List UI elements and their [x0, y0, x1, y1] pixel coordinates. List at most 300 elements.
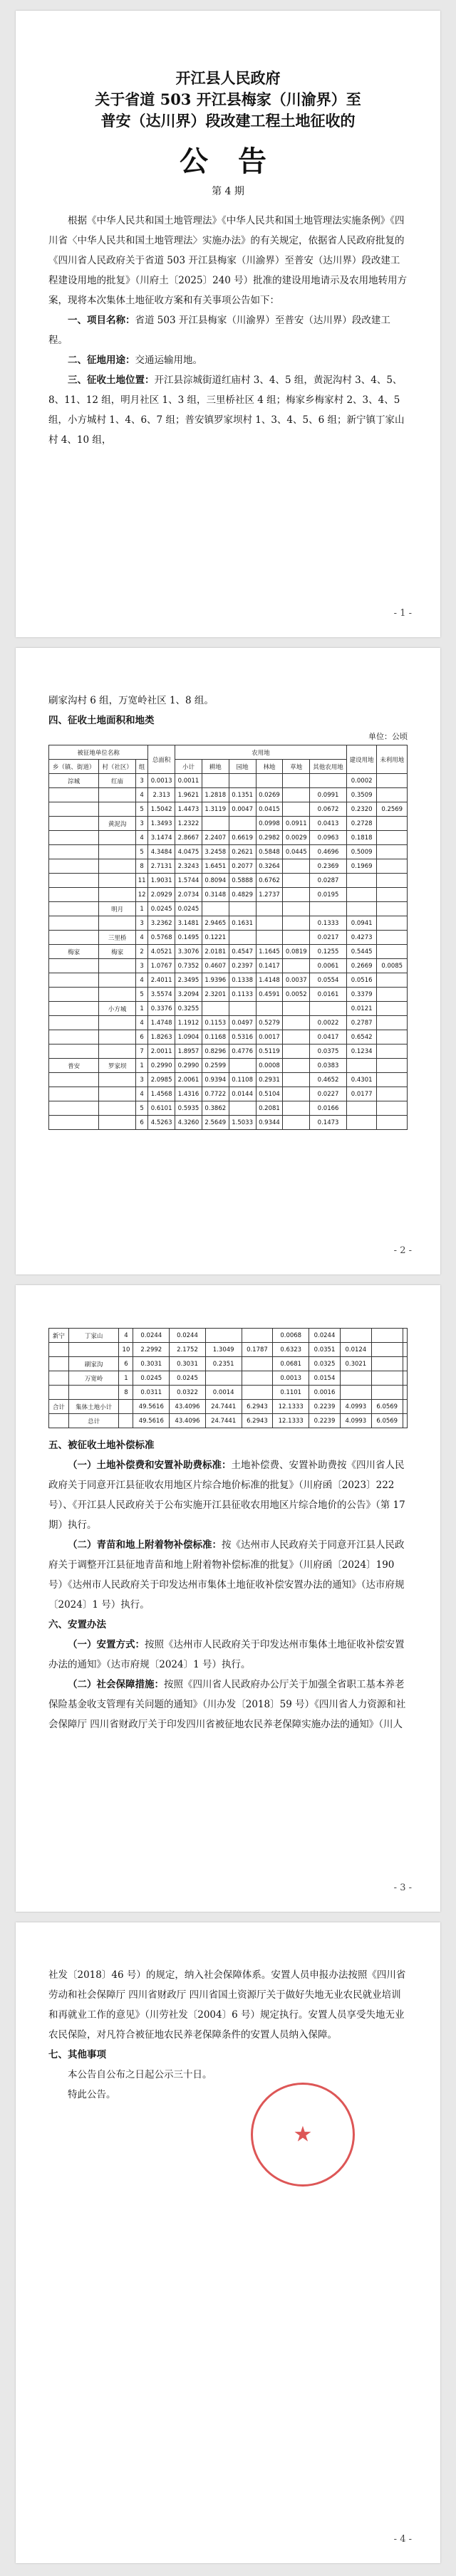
table-cell: 1.2322: [175, 817, 202, 831]
th-subtotal: 小计: [175, 760, 202, 774]
table-cell: 0.0244: [309, 1329, 341, 1343]
clause-text: 按《达州市人民政府关于同意开江县人民政府关于调整开江县征地青苗和地上附着物补偿标准的批复》（川府函〔2024〕190 号）《达州市人民政府关于印发达州市集体土地征收补偿安置办法的通知》（达市府规〔2024〕1 号）执行。: [48, 1539, 405, 1611]
table-cell: [377, 888, 408, 902]
table-cell: 43.4096: [170, 1400, 206, 1414]
table-cell: 1.8263: [148, 1030, 175, 1044]
table-cell: [99, 874, 136, 888]
table-cell: [99, 831, 136, 845]
table-cell: [99, 959, 136, 973]
table-cell: [283, 1059, 310, 1073]
table-cell: 6.2943: [242, 1400, 273, 1414]
table-cell: 0.0068: [273, 1329, 309, 1343]
table-cell: 3.1481: [175, 916, 202, 931]
table-cell: [49, 1116, 99, 1130]
table-cell: [283, 1116, 310, 1130]
table-cell: 丁家山: [68, 1329, 119, 1343]
table-cell: 0.5316: [229, 1030, 256, 1044]
document-page-4: [16, 1922, 440, 2563]
table-cell: 4: [135, 831, 147, 845]
table-cell: 0.6762: [256, 874, 283, 888]
table-cell: 0.0244: [133, 1329, 170, 1343]
table-cell: 0.0011: [175, 774, 202, 788]
table-cell: 49.5616: [133, 1400, 170, 1414]
table-cell: 0.3031: [133, 1357, 170, 1371]
table-cell: [49, 1371, 69, 1386]
table-cell: [256, 1002, 283, 1016]
table-cell: 0.0998: [256, 817, 283, 831]
table-cell: 1.3119: [202, 802, 229, 817]
th-group: 组: [135, 760, 147, 774]
table-cell: 4: [135, 973, 147, 988]
item-text: 省道 503 开江县梅家（川渝界）至普安（达川界）段改建工程。: [48, 315, 390, 346]
table-cell: [403, 1371, 407, 1386]
table-cell: [346, 1101, 376, 1116]
table-cell: 12: [135, 888, 147, 902]
table-cell: [256, 916, 283, 931]
table-cell: 0.1818: [346, 831, 376, 845]
table-cell: 1.4473: [175, 802, 202, 817]
table-cell: 0.0144: [229, 1087, 256, 1101]
table-cell: [371, 1343, 403, 1357]
table-cell: 0.3031: [170, 1357, 206, 1371]
clause-text: 按照《四川省人民政府办公厅关于加强全省职工基本养老保险基金收支管理有关问题的通知》（川办发〔2018〕59 号）《四川省人力资源和社会保障厅 四川省财政厅关于印发四川省被征地农民养老保障实施办法的通知》（川人: [48, 1679, 406, 1730]
social-security: [48, 1675, 408, 1734]
section-6-heading: 六、安置办法: [48, 1619, 106, 1630]
document-title-line-1: 关于省道 503 开江县梅家（川渝界）至: [95, 90, 361, 108]
table-cell: 普安: [49, 1059, 99, 1073]
table-cell: 0.2569: [377, 802, 408, 817]
table-cell: 11: [135, 874, 147, 888]
table-cell: [99, 859, 136, 874]
table-cell: 1.3049: [205, 1343, 242, 1357]
table-cell: 5: [135, 988, 147, 1002]
table-cell: 0.2990: [148, 1059, 175, 1073]
table-cell: [283, 1030, 310, 1044]
table-cell: 1.4148: [256, 973, 283, 988]
table-cell: 0.0417: [310, 1030, 347, 1044]
table-cell: [346, 902, 376, 916]
table-row: [49, 902, 408, 916]
table-cell: [68, 1386, 119, 1400]
th-construction: 建设用地: [346, 745, 376, 774]
table-cell: 0.2599: [202, 1059, 229, 1073]
table-cell: [49, 988, 99, 1002]
table-cell: 0.0013: [148, 774, 175, 788]
table-row: [49, 916, 408, 931]
table-cell: 3: [135, 817, 147, 831]
table-cell: 0.0016: [309, 1386, 341, 1400]
table-cell: [49, 1030, 99, 1044]
table-cell: 0.4696: [310, 845, 347, 859]
table-cell: 4: [135, 931, 147, 945]
item-label: 二、征地用途：: [68, 355, 135, 366]
table-cell: 0.3255: [175, 1002, 202, 1016]
table-cell: 6.0569: [371, 1414, 403, 1428]
table-cell: 0.2397: [229, 959, 256, 973]
table-cell: 2.3243: [175, 859, 202, 874]
item-land-use: [48, 350, 408, 370]
table-cell: [229, 1059, 256, 1073]
table-cell: 3.2094: [175, 988, 202, 1002]
item-location: [48, 370, 408, 450]
table-cell: 0.4591: [256, 988, 283, 1002]
table-cell: 0.1333: [310, 916, 347, 931]
table-cell: [377, 916, 408, 931]
table-cell: [377, 1073, 408, 1087]
table-cell: 0.0287: [310, 874, 347, 888]
unit-label: 单位：公顷: [368, 732, 408, 741]
table-row: [49, 788, 408, 802]
table-row: [49, 931, 408, 945]
table-cell: 明月: [99, 902, 136, 916]
issuer-title: 开江县人民政府: [175, 69, 281, 87]
table-cell: [377, 931, 408, 945]
table-row: [49, 1044, 408, 1059]
table-cell: 0.0217: [310, 931, 347, 945]
table-row: [49, 1073, 408, 1087]
table-cell: [377, 988, 408, 1002]
item-label: 三、征收土地位置：: [68, 375, 155, 386]
table-cell: 梅家: [49, 945, 99, 959]
table-row: [49, 888, 408, 902]
table-cell: 0.2621: [229, 845, 256, 859]
table-cell: 0.3021: [340, 1357, 371, 1371]
table-cell: [49, 1343, 69, 1357]
table-cell: 0.3862: [202, 1101, 229, 1116]
table-cell: [99, 888, 136, 902]
table-cell: [229, 817, 256, 831]
table-row: [49, 845, 408, 859]
table-cell: [99, 788, 136, 802]
publication-period: 本公告自公布之日起公示三十日。: [68, 2069, 212, 2080]
table-cell: 红庙: [99, 774, 136, 788]
table-cell: 0.8094: [202, 874, 229, 888]
table-row: [49, 802, 408, 817]
table-cell: [283, 916, 310, 931]
table-cell: [49, 831, 99, 845]
table-cell: [49, 1357, 69, 1371]
table-cell: 刷家沟: [68, 1357, 119, 1371]
table-cell: [377, 1116, 408, 1130]
table-cell: 0.5119: [256, 1044, 283, 1059]
table-cell: 0.2077: [229, 859, 256, 874]
table-cell: 0.3509: [346, 788, 376, 802]
table-cell: 0.2982: [256, 831, 283, 845]
table-cell: 0.1221: [202, 931, 229, 945]
table-cell: 三里桥: [99, 931, 136, 945]
table-cell: 4.3260: [175, 1116, 202, 1130]
document-title-line-2: 普安（达川界）段改建工程土地征收的: [100, 112, 356, 130]
table-row: [49, 1371, 408, 1386]
table-row: [49, 831, 408, 845]
table-cell: 0.0245: [175, 902, 202, 916]
table-cell: 0.6101: [148, 1101, 175, 1116]
table-cell: 1.1645: [256, 945, 283, 959]
table-cell: [256, 774, 283, 788]
table-cell: 0.3379: [346, 988, 376, 1002]
table-cell: 0.5935: [175, 1101, 202, 1116]
table-cell: [202, 1002, 229, 1016]
table-cell: [377, 788, 408, 802]
item-text: 交通运输用地。: [135, 355, 202, 366]
table-cell: [99, 1116, 136, 1130]
table-cell: 0.1255: [310, 945, 347, 959]
table-cell: 0.0991: [310, 788, 347, 802]
table-cell: 0.1234: [346, 1044, 376, 1059]
table-cell: [377, 817, 408, 831]
table-cell: 0.0227: [310, 1087, 347, 1101]
th-cultivated: 耕地: [202, 760, 229, 774]
section-4-heading: 四、征收土地面积和地类: [48, 715, 155, 726]
table-cell: 0.0911: [283, 817, 310, 831]
th-village: 村（社区）: [99, 760, 136, 774]
table-cell: 4.0521: [148, 945, 175, 959]
table-cell: 8: [135, 859, 147, 874]
table-cell: 0.6619: [229, 831, 256, 845]
table-cell: 0.0413: [310, 817, 347, 831]
table-cell: 3.2362: [148, 916, 175, 931]
table-cell: [346, 874, 376, 888]
table-cell: [403, 1329, 407, 1343]
table-cell: [49, 1002, 99, 1016]
item-text: 开江县淙城街道红庙村 3、4、5 组，黄泥沟村 3、4、5、8、11、12 组，明月社区 1、3 组，三里桥社区 4 组；梅家乡梅家村 2、3、4、5 组，小方城村 1、4、6、7 组；普安镇罗家坝村 1、3、4、5、6 组；新宁镇丁家山村 4、10 组，: [48, 375, 405, 446]
table-cell: [377, 874, 408, 888]
table-cell: 0.0161: [310, 988, 347, 1002]
table-cell: 4.0993: [340, 1414, 371, 1428]
table-row: [49, 1002, 408, 1016]
table-cell: 1.4568: [148, 1087, 175, 1101]
table-cell: 0.4652: [310, 1073, 347, 1087]
table-cell: 0.2931: [256, 1073, 283, 1087]
table-cell: 4: [135, 1016, 147, 1030]
table-cell: 0.1153: [202, 1016, 229, 1030]
table-cell: 6.2943: [242, 1414, 273, 1428]
table-cell: [49, 1414, 69, 1428]
table-cell: 3.1474: [148, 831, 175, 845]
th-garden: 园地: [229, 760, 256, 774]
table-cell: [202, 774, 229, 788]
table-cell: [377, 945, 408, 959]
table-cell: 0.1417: [256, 959, 283, 973]
table-cell: 0.0672: [310, 802, 347, 817]
table-cell: 1.0904: [175, 1030, 202, 1044]
table-cell: [340, 1329, 371, 1343]
document-page-2: [16, 648, 440, 1274]
table-cell: [371, 1371, 403, 1386]
table-cell: 1: [135, 1002, 147, 1016]
table-row: [49, 959, 408, 973]
th-unused: 未利用地: [377, 745, 408, 774]
th-agri: 农用地: [175, 745, 347, 760]
table-cell: 0.1338: [229, 973, 256, 988]
table-cell: 4.0993: [340, 1400, 371, 1414]
section-5-heading: 五、被征收土地补偿标准: [48, 1440, 155, 1451]
table-cell: 0.0121: [346, 1002, 376, 1016]
table-cell: 1.4748: [148, 1016, 175, 1030]
table-cell: [49, 916, 99, 931]
table-cell: 0.5279: [256, 1016, 283, 1030]
table-cell: 5: [135, 802, 147, 817]
table-cell: 1.9031: [148, 874, 175, 888]
table-cell: [371, 1329, 403, 1343]
table-cell: [49, 1044, 99, 1059]
table-cell: [283, 931, 310, 945]
table-cell: [377, 845, 408, 859]
page-number: - 2 -: [393, 1245, 412, 1256]
table-cell: [119, 1414, 133, 1428]
table-cell: [242, 1371, 273, 1386]
table-cell: 万宽岭: [68, 1371, 119, 1386]
table-cell: [283, 859, 310, 874]
table-row: [49, 1386, 408, 1400]
table-row: [49, 988, 408, 1002]
table-cell: 小方城: [99, 1002, 136, 1016]
table-cell: 2.4011: [148, 973, 175, 988]
table-row: [49, 1329, 408, 1343]
table-cell: 3: [135, 1073, 147, 1087]
table-cell: 0.0819: [283, 945, 310, 959]
table-row: [49, 973, 408, 988]
table-cell: 1.9621: [175, 788, 202, 802]
table-cell: 0.0047: [229, 802, 256, 817]
table-cell: [377, 831, 408, 845]
table-cell: [377, 1016, 408, 1030]
table-cell: 2.0985: [148, 1073, 175, 1087]
table-cell: 0.0383: [310, 1059, 347, 1073]
table-cell: 0.5888: [229, 874, 256, 888]
table-cell: 2.313: [148, 788, 175, 802]
table-cell: 0.9394: [202, 1073, 229, 1087]
table-cell: 0.0415: [256, 802, 283, 817]
table-cell: [99, 1016, 136, 1030]
social-security-continuation: 社发〔2018〕46 号）的规定，纳入社会保障体系。安置人员申报办法按照《四川省劳动和社会保障厅 四川省财政厅 四川省国土资源厅关于做好失地无业农民就业培训和再就业工作的意见》（川劳社发〔2004〕6 号）规定执行。安置人员享受失地无业农民保险，对凡符合被征地农民养老保障条件的安置人员纳入保障。: [48, 1969, 406, 2041]
table-cell: [202, 817, 229, 831]
table-cell: 0.7352: [175, 959, 202, 973]
document-page-1: [16, 11, 440, 637]
table-cell: 0.0008: [256, 1059, 283, 1073]
notice-heading: 公 告: [180, 145, 276, 178]
table-cell: 0.8296: [202, 1044, 229, 1059]
table-cell: [68, 1343, 119, 1357]
item-label: 一、项目名称：: [68, 315, 135, 326]
table-cell: 1.1912: [175, 1016, 202, 1030]
clause-text: 按照《达州市人民政府关于印发达州市集体土地征收补偿安置办法的通知》（达市府规〔2024〕1 号）执行。: [48, 1639, 405, 1670]
table-cell: [99, 1073, 136, 1087]
issue-number: 第 4 期: [212, 186, 244, 197]
table-cell: 0.6323: [273, 1343, 309, 1357]
table-cell: [346, 1059, 376, 1073]
table-row: [49, 1414, 408, 1428]
table-cell: [229, 902, 256, 916]
table-cell: [99, 988, 136, 1002]
table-cell: [49, 1101, 99, 1116]
table-cell: 0.1351: [229, 788, 256, 802]
land-area-table: [48, 745, 408, 1130]
table-cell: [283, 888, 310, 902]
table-cell: 2.5649: [202, 1116, 229, 1130]
table-cell: 2.3495: [175, 973, 202, 988]
table-cell: [205, 1329, 242, 1343]
table-cell: 1.9396: [202, 973, 229, 988]
table-cell: 43.4096: [170, 1414, 206, 1428]
table-cell: [99, 845, 136, 859]
table-row: [49, 874, 408, 888]
table-cell: 0.0061: [310, 959, 347, 973]
table-cell: 2: [135, 945, 147, 959]
table-cell: [310, 1002, 347, 1016]
intro-paragraph: 根据《中华人民共和国土地管理法》《中华人民共和国土地管理法实施条例》《四川省〈中华人民共和国土地管理法〉实施办法》的有关规定，依据省人民政府批复的《四川省人民政府关于省道 503 开江县梅家（川渝界）至普安（达川界）段改建工程建设用地的批复》（川府土〔2025〕240 号）批准的建设用地请示及农用地转用方案，现将本次集体土地征收方案和有关事项公告如下：: [48, 215, 408, 306]
compensation-crops: [48, 1535, 408, 1615]
table-cell: 0.4776: [229, 1044, 256, 1059]
official-seal: [251, 2083, 355, 2187]
table-cell: 0.1168: [202, 1030, 229, 1044]
table-row: [49, 859, 408, 874]
table-cell: [377, 973, 408, 988]
table-cell: 2.1752: [170, 1343, 206, 1357]
table-row: [49, 1101, 408, 1116]
table-cell: 0.2239: [309, 1414, 341, 1428]
table-cell: [310, 902, 347, 916]
table-cell: 5: [135, 845, 147, 859]
table-cell: 1: [119, 1371, 133, 1386]
table-cell: 新宁: [49, 1329, 69, 1343]
table-cell: 1.6451: [202, 859, 229, 874]
table-cell: 4.5263: [148, 1116, 175, 1130]
table-cell: [49, 931, 99, 945]
table-cell: 0.1495: [175, 931, 202, 945]
table-cell: 0.0014: [205, 1386, 242, 1400]
table-cell: 2.0181: [202, 945, 229, 959]
table-cell: 0.2990: [175, 1059, 202, 1073]
table-cell: 1.5042: [148, 802, 175, 817]
table-cell: 0.9344: [256, 1116, 283, 1130]
table-cell: 0.0351: [309, 1343, 341, 1357]
clause-label: （二）社会保障措施：: [68, 1679, 164, 1690]
table-cell: 24.7441: [205, 1400, 242, 1414]
table-cell: [403, 1357, 407, 1371]
table-cell: 2.2407: [202, 831, 229, 845]
table-cell: 0.2669: [346, 959, 376, 973]
table-cell: 0.0269: [256, 788, 283, 802]
table-cell: 2.0061: [175, 1073, 202, 1087]
table-cell: [283, 1016, 310, 1030]
table-cell: 24.7441: [205, 1414, 242, 1428]
table-cell: 0.0681: [273, 1357, 309, 1371]
table-cell: [99, 1087, 136, 1101]
th-grass: 草地: [283, 760, 310, 774]
table-cell: 黄泥沟: [99, 817, 136, 831]
table-cell: 4: [135, 788, 147, 802]
table-cell: 0.0516: [346, 973, 376, 988]
table-cell: [119, 1400, 133, 1414]
table-cell: 0.0445: [283, 845, 310, 859]
table-cell: 0.0029: [283, 831, 310, 845]
table-cell: [377, 1087, 408, 1101]
table-row: [49, 1087, 408, 1101]
table-cell: 1.5033: [229, 1116, 256, 1130]
table-cell: 2.0929: [148, 888, 175, 902]
table-cell: 8: [119, 1386, 133, 1400]
table-cell: 2.7131: [148, 859, 175, 874]
table-cell: [242, 1329, 273, 1343]
table-cell: [256, 931, 283, 945]
table-cell: 0.0322: [170, 1386, 206, 1400]
table-cell: 0.1133: [229, 988, 256, 1002]
table-cell: [283, 1087, 310, 1101]
table-cell: 0.4607: [202, 959, 229, 973]
th-other-agri: 其他农用地: [310, 760, 347, 774]
table-cell: 0.0375: [310, 1044, 347, 1059]
